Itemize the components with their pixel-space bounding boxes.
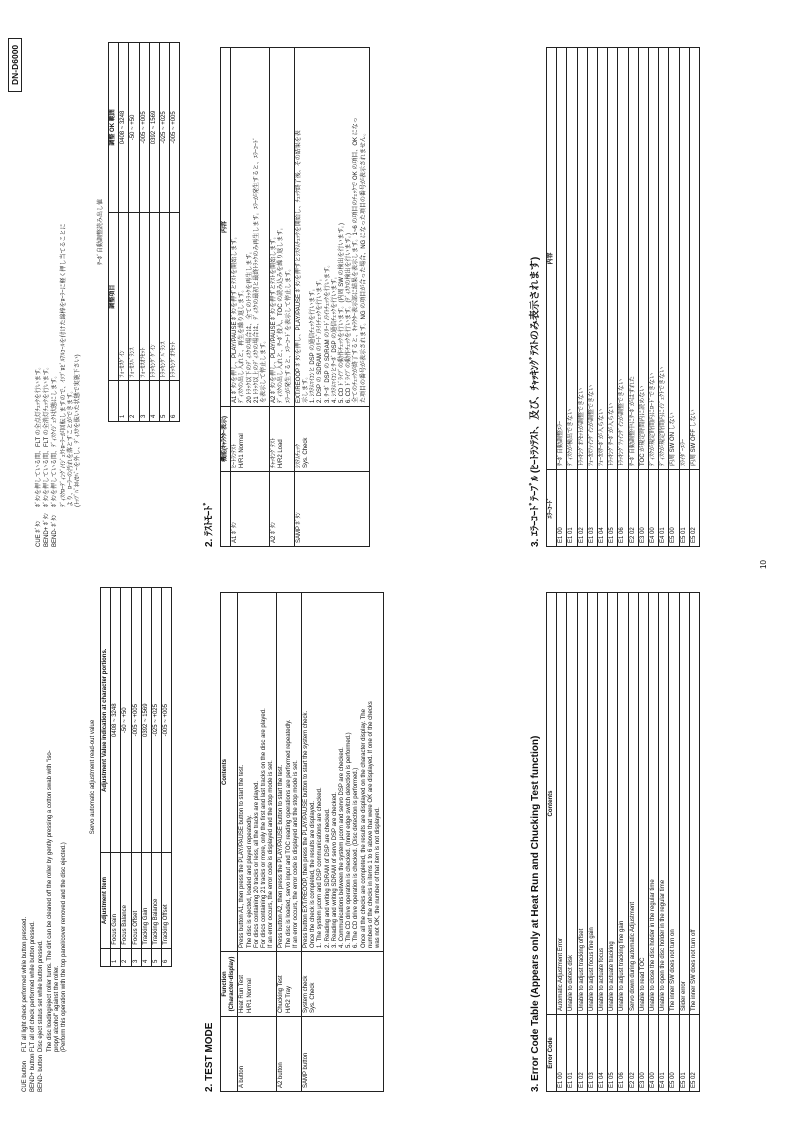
table-row — [659, 593, 669, 1092]
error-desc-cell: 内周 SW OFF しない — [689, 48, 699, 470]
error-code-table — [546, 47, 700, 547]
table-header-cell: Contents — [547, 593, 557, 1015]
table-row — [111, 588, 121, 967]
error-code-heading: 3. ｴﾗｰｺｰﾄﾞﾃｰﾌﾞﾙ (ﾋｰﾄﾗﾝﾃｽﾄ、及び、ﾁｬｯｷﾝｸﾞﾃｽﾄのみ表示されます) — [530, 256, 541, 547]
table-row — [557, 593, 567, 1092]
function-cell: Chucking Test H/R2 Tray — [277, 952, 302, 1017]
error-desc-cell: Automatic Adjustment Error — [557, 593, 567, 1015]
button-name-cell: A2 button — [277, 1017, 302, 1092]
error-desc-cell: Unable to read TOC — [638, 593, 648, 1015]
contents-cell: Press button A1, then press the PLAY/PAUSE button to start the test. The disc is ejected, loaded and played repeatedly. For discs containing 20 tracks or less, all the tracks are played. For discs containing 21 tracks or more, only the first and last tracks on the disc are played. If an error occurs, the error code is displayed and the stop mode is set. — [238, 593, 277, 952]
table-header-row — [101, 588, 111, 967]
table-row — [149, 43, 159, 422]
error-code-cell: E5 01 — [679, 1015, 689, 1092]
error-desc-cell: The inner SW does not turn on — [669, 593, 679, 1015]
error-code-cell: E5 02 — [689, 470, 699, 547]
test-mode-table — [220, 47, 370, 547]
error-desc-cell: ｻｰﾎﾞ自動調整中にｻｰﾎﾞがはずれた — [628, 48, 638, 470]
table-row — [689, 48, 699, 547]
button-name-cell: A button — [238, 1017, 277, 1092]
error-desc-cell: ｽﾗｲﾀﾞｰｴﾗｰ — [679, 48, 689, 470]
table-cell: 2 — [121, 948, 131, 966]
intro-line — [44, 32, 51, 547]
intro-line — [38, 582, 45, 1092]
table-header-cell: ｴﾗｰｺｰﾄﾞ — [547, 470, 557, 547]
function-cell: System check Sys. Check — [302, 952, 384, 1017]
table-header-row — [547, 593, 557, 1092]
table-row — [170, 43, 180, 422]
table-cell: -005 ~ +005 — [162, 588, 172, 853]
intro-line — [30, 582, 37, 1092]
error-code-cell: E4 00 — [649, 1015, 659, 1092]
table-row — [649, 48, 659, 547]
intro-value: ﾎﾞﾀﾝを押している間、ﾃﾞｨｽｸｲｼﾞｪｸﾄ状態にします。 — [52, 372, 59, 507]
model-label: DN-D6000 — [8, 38, 22, 92]
intro-line — [22, 582, 29, 1092]
table-row — [294, 48, 369, 547]
error-desc-cell: Unable to actuate tracking — [608, 593, 618, 1015]
error-code-cell: E1 03 — [587, 1015, 597, 1092]
error-code-cell: E5 00 — [669, 1015, 679, 1092]
error-desc-cell: Servo down during automatic Adjustment — [628, 593, 638, 1015]
table-row — [231, 48, 270, 547]
adjust-table — [100, 587, 172, 967]
error-code-cell: E1 00 — [557, 1015, 567, 1092]
intro-line — [36, 32, 43, 547]
error-code-cell: E3 00 — [638, 1015, 648, 1092]
adjust-table — [108, 42, 180, 422]
table-header-cell: 調整項目 — [109, 212, 119, 381]
intro-note: (Perform this operation with the top panel/cover removed and the disc ejected.) — [61, 842, 68, 1052]
function-cell: ﾁｬｯｷﾝｸﾞﾃｽﾄ H/R2 Load — [270, 407, 295, 472]
table-row — [638, 48, 648, 547]
table-row — [577, 593, 587, 1092]
error-code-cell: E1 06 — [618, 470, 628, 547]
table-header-cell: 調整 OK 範囲 — [109, 43, 119, 213]
table-row — [598, 48, 608, 547]
error-code-cell: E4 01 — [659, 1015, 669, 1092]
table-cell: 3 — [139, 381, 149, 422]
table-row — [141, 588, 151, 967]
error-desc-cell: 内周 SW ON しない — [669, 48, 679, 470]
error-code-cell: E1 02 — [577, 470, 587, 547]
test-mode-heading: 2. TEST MODE — [204, 1022, 215, 1092]
table-cell: Tracking Balance — [152, 853, 162, 948]
table-row — [160, 43, 170, 422]
contents-cell: Press button A2, then press the PLAY/PAUSE button to start the test. The disc is loaded, servo input and TOC reading operations are performed repeatedly. If an error occurs, the error code is displayed and the stop mode is set. — [277, 593, 302, 952]
error-code-cell: E1 04 — [598, 470, 608, 547]
table-row — [139, 43, 149, 422]
table-row — [618, 593, 628, 1092]
error-desc-cell: ﾄﾗｯｷﾝｸﾞﾌｧｲﾝｹﾞｲﾝが調整できない — [618, 48, 628, 470]
english-section — [0, 582, 793, 1092]
error-code-cell: E5 01 — [679, 470, 689, 547]
table-row — [557, 48, 567, 547]
error-desc-cell: Unable to detect disk — [567, 593, 577, 1015]
error-desc-cell: TOC が規定時間内に読めない — [638, 48, 648, 470]
table-header-cell — [221, 472, 231, 547]
table-row — [669, 593, 679, 1092]
table-cell: 6 — [162, 948, 172, 966]
error-desc-cell: Unable to adjust tracking offset — [577, 593, 587, 1015]
intro-note: (ﾄｯﾌﾟﾊﾟﾈﾙ/ｶﾊﾞｰを外し、ﾃﾞｨｽｸを抜いた状態で実施下さい) — [75, 354, 82, 507]
table-cell: -005 ~ +005 — [131, 588, 141, 853]
error-code-cell: E2 02 — [628, 1015, 638, 1092]
table-cell: 0408 ~ 3248 — [119, 43, 129, 213]
table-header-cell: 内容 — [221, 48, 231, 407]
error-code-cell: E2 02 — [628, 470, 638, 547]
error-code-cell: E1 05 — [608, 470, 618, 547]
table-header-cell — [109, 381, 119, 422]
table-header-cell: Function (Character-display) — [221, 952, 238, 1017]
error-code-cell: E1 01 — [567, 470, 577, 547]
error-code-cell: E1 02 — [577, 1015, 587, 1092]
table-row — [238, 593, 277, 1092]
table-row — [608, 48, 618, 547]
table-row — [131, 588, 141, 967]
table-row — [302, 593, 384, 1092]
table-row — [567, 593, 577, 1092]
table-row — [638, 593, 648, 1092]
function-cell: ﾋｰﾄﾗﾝﾃｽﾄ H/R1 Normal — [231, 407, 270, 472]
table-cell: Focus Gain — [111, 853, 121, 948]
table-cell: 4 — [149, 381, 159, 422]
error-code-cell: E5 02 — [689, 1015, 699, 1092]
table-row — [277, 593, 302, 1092]
error-desc-cell: ﾃﾞｨｽｸが規定時間内にｲｼﾞｪｸﾄできない — [659, 48, 669, 470]
function-cell: ｼｽﾃﾑﾁｪｯｸ Sys. Check — [294, 407, 369, 472]
table-row — [608, 593, 618, 1092]
table-cell: -005 ~ +005 — [139, 43, 149, 213]
table-cell: -025 ~ +025 — [152, 588, 162, 853]
error-code-cell: E1 03 — [587, 470, 597, 547]
table-cell: 3 — [131, 948, 141, 966]
table-row — [152, 588, 162, 967]
error-desc-cell: Unable to adjust focus fine gain — [587, 593, 597, 1015]
table-header-row — [547, 48, 557, 547]
table-row — [119, 43, 129, 422]
table-row — [121, 588, 131, 967]
error-code-cell: E5 00 — [669, 470, 679, 547]
table-cell: -005 ~ +005 — [170, 43, 180, 213]
intro-note: ﾃﾞｨｽｸﾛｰﾃﾞｨﾝｸﾞ/ｲｼﾞｪｸﾄﾛｰﾗｰが回転しますので、ｲｿﾌﾟﾛﾋﾟﾙｱﾙｺｰﾙを付けた綿棒をﾛｰﾗｰに軽く押し当てることに — [60, 223, 67, 507]
contents-cell: A1 ﾎﾞﾀﾝを押し、PLAY/PAUSE ﾎﾞﾀﾝを押すとﾃｽﾄを開始します。 ﾃﾞｨｽｸの出し入れと、再生を繰り返します。 20 ﾄﾗｯｸ以下のﾃﾞｨｽｸの場合は、全てのﾄﾗｯｸを再生します。 21 ﾄﾗｯｸ以上のﾃﾞｨｽｸの場合は、ﾃﾞｨｽｸの最初と最終ﾄﾗｯｸのみ再生します。ｴﾗｰが発生すると、ｴﾗｰｺｰﾄﾞ を表示して停止します。 — [231, 48, 270, 407]
error-code-cell: E1 05 — [608, 1015, 618, 1092]
error-code-cell: E4 01 — [659, 470, 669, 547]
table-cell: -50 ~ +50 — [129, 43, 139, 213]
error-desc-cell: ﾃﾞｨｽｸが検出できない — [567, 48, 577, 470]
error-desc-cell: Unable to close the disc holder in the regular time — [649, 593, 659, 1015]
contents-cell: A2 ﾎﾞﾀﾝを押し、PLAY/PAUSE ﾎﾞﾀﾝを押すとﾃｽﾄを開始します。 ﾃﾞｨｽｸの出し入れと、ｻｰﾎﾞ投入、TOC の読み込みを繰り返します。 ｴﾗｰが発生すると、ｴﾗｰｺｰﾄﾞを表示して停止します。 — [270, 48, 295, 407]
table-row — [669, 48, 679, 547]
table-cell: ﾌｫｰｶｽｵﾌｾｯﾄ — [139, 212, 149, 381]
error-desc-cell: ﾃﾞｨｽｸが規定時間内にﾛｰﾄﾞできない — [649, 48, 659, 470]
intro-note: propyl alcohol" against the roller. — [53, 965, 60, 1052]
error-code-cell: E3 00 — [638, 470, 648, 547]
table-row — [659, 48, 669, 547]
error-code-cell: E1 06 — [618, 1015, 628, 1092]
table-cell: ﾌｫｰｶｽｹﾞｲﾝ — [119, 212, 129, 381]
test-mode-table — [220, 592, 384, 1092]
table-row — [567, 48, 577, 547]
table-cell: Tracking Offset — [162, 853, 172, 948]
table-row — [689, 593, 699, 1092]
intro-key: BEND+ button — [30, 1053, 37, 1092]
intro-key: BEND+ ﾎﾞﾀﾝ — [44, 513, 51, 547]
table-row — [628, 593, 638, 1092]
table-cell: 1 — [111, 948, 121, 966]
table-cell: 0392 ~ 1569 — [141, 588, 151, 853]
table-cell: 0392 ~ 1569 — [149, 43, 159, 213]
table-header-cell: Adjustment Item — [101, 853, 111, 948]
contents-cell: Press button EXT/REOOP, then press the PLAY/PAUSE button to start the system check. Once the check is completed, the results are displayed. 1. The system μcom and DSP communications are checked. 2. Reading and writing SDRAM of DSP are checked. 3. Reading and writing SDRAM of servo DSP are checked. 4. Communications between the system μcom and servo DSP are checked. 5. The CD drive operation is checked. (Inner edge switch detection is performed.) 6. The CD drive operation is checked. (Disc detection is performed.) Once all the checks are completed, the results are displayed on the character display. The numbers of the checks in items 1 to 6 above that were OK are displayed. If one of the checks was not OK, the number of that item is not displayed. — [302, 593, 384, 952]
table-header-cell: Error Code — [547, 1015, 557, 1092]
table-header-cell — [101, 948, 111, 966]
table-row — [587, 593, 597, 1092]
table-cell: 5 — [160, 381, 170, 422]
table-row — [577, 48, 587, 547]
error-desc-cell: ｻｰﾎﾞ自動調整ｴﾗｰ — [557, 48, 567, 470]
intro-note: The disc loading/eject roller turns. The dirt can be cleaned off the roller by gently pressing a cotton swab with "iso- — [46, 750, 53, 1052]
table-header-row — [221, 48, 231, 547]
intro-lines — [22, 582, 68, 1092]
intro-value: ﾎﾞﾀﾝを押している間、FLT の全消灯ﾁｪｯｸを行います。 — [44, 363, 51, 507]
table-cell: ﾌｫｰｶｽﾊﾞﾗﾝｽ — [129, 212, 139, 381]
table-cell: Focus Balance — [121, 853, 131, 948]
intro-lines — [36, 32, 82, 547]
table-cell: 5 — [152, 948, 162, 966]
table-header-cell: 機能(ｷｬﾗｸﾀｰ表示) — [221, 407, 231, 472]
error-code-table — [546, 592, 700, 1092]
adjust-caption: ｻｰﾎﾞ自動調整読み出し値 — [98, 199, 104, 266]
table-cell: -025 ~ +025 — [160, 43, 170, 213]
intro-key: BEND- ﾎﾞﾀﾝ — [52, 514, 59, 547]
error-desc-cell: Unable to open the disc holder in the regular time — [659, 593, 669, 1015]
error-desc-cell: Unable to actuate focus — [598, 593, 608, 1015]
error-code-cell: E1 04 — [598, 1015, 608, 1092]
function-cell: Heat Run Test H/R1 Normal — [238, 952, 277, 1017]
error-code-cell: E1 00 — [557, 470, 567, 547]
table-cell: 1 — [119, 381, 129, 422]
table-row — [598, 593, 608, 1092]
table-row — [618, 48, 628, 547]
error-desc-cell: Slider error — [679, 593, 689, 1015]
intro-line — [52, 32, 59, 547]
table-cell: ﾄﾗｯｷﾝｸﾞﾊﾞﾗﾝｽ — [160, 212, 170, 381]
table-header-cell: 内容 — [547, 48, 557, 470]
error-desc-cell: ﾄﾗｯｷﾝｸﾞｵﾌｾｯﾄが調整できない — [577, 48, 587, 470]
table-row — [587, 48, 597, 547]
intro-value: FLT all light check performed while button pressed. — [22, 916, 28, 1052]
table-cell: 4 — [141, 948, 151, 966]
intro-value: Disc eject status set while button pressed. — [38, 940, 45, 1052]
button-name-cell: SAMP button — [302, 1017, 384, 1092]
table-cell: Focus Offset — [131, 853, 141, 948]
intro-key: CUE ﾎﾞﾀﾝ — [36, 520, 42, 547]
intro-note: より、ﾛｰﾗｰの汚れを落とすことができます。 — [67, 387, 74, 507]
table-row — [679, 593, 689, 1092]
error-desc-cell: Unable to adjust tracking fine gain — [618, 593, 628, 1015]
test-mode-heading: 2. ﾃｽﾄﾓｰﾄﾞ — [204, 500, 215, 547]
table-cell: 2 — [129, 381, 139, 422]
table-cell: 6 — [170, 381, 180, 422]
table-row — [649, 593, 659, 1092]
table-row — [270, 48, 295, 547]
japanese-section — [0, 32, 793, 547]
error-code-cell: E4 00 — [649, 470, 659, 547]
table-cell: ﾄﾗｯｷﾝｸﾞｵﾌｾｯﾄ — [170, 212, 180, 381]
error-desc-cell: ﾌｫｰｶｽﾌｧｲﾝｹﾞｲﾝが調整できない — [587, 48, 597, 470]
button-name-cell: A2 ﾎﾞﾀﾝ — [270, 472, 295, 547]
table-cell: Tracking Gain — [141, 853, 151, 948]
page-number: 10 — [759, 560, 768, 569]
table-cell: ﾄﾗｯｷﾝｸﾞｹﾞｲﾝ — [149, 212, 159, 381]
error-code-cell: E1 01 — [567, 1015, 577, 1092]
error-desc-cell: The inner SW does not turn off — [689, 593, 699, 1015]
intro-value: ﾎﾞﾀﾝを押している間、FLT の全点灯ﾁｪｯｸを行います。 — [36, 363, 42, 507]
table-header-cell: Contents — [221, 593, 238, 952]
table-row — [162, 588, 172, 967]
table-header-row — [221, 593, 238, 1092]
table-row — [129, 43, 139, 422]
intro-key: CUE button — [22, 1060, 28, 1092]
adjust-caption: Servo automatic adjustment read-out value — [90, 719, 96, 835]
table-row — [679, 48, 689, 547]
table-header-cell — [221, 1017, 238, 1092]
button-name-cell: SAMP ﾎﾞﾀﾝ — [294, 472, 369, 547]
error-desc-cell: ﾄﾗｯｷﾝｸﾞｻｰﾎﾞが入らない — [608, 48, 618, 470]
table-row — [628, 48, 638, 547]
table-header-row — [109, 43, 119, 422]
error-desc-cell: ﾌｫｰｶｽｻｰﾎﾞが入らない — [598, 48, 608, 470]
contents-cell: EXT/REOOP ﾎﾞﾀﾝを押し、PLAY/PAUSE ﾎﾞﾀﾝを押すとｼｽﾃﾑﾁｪｯｸを開始し、ﾁｪｯｸ終了後、その結果を表 示します。 1. ｼｽﾃﾑﾏｲｺﾝと DSP の通信ﾁｪｯｸを行います。 2. DSP の SDRAM のﾘｰﾄﾞ/ﾗｲﾄﾁｪｯｸを行います。 3. ｻｰﾎﾞ DSP の SDRAM のﾘｰﾄﾞ/ﾗｲﾄﾁｪｯｸを行います。 4. ｼｽﾃﾑﾏｲｺﾝとｻｰﾎﾞ DSP の通信ﾁｪｯｸを行います。 5. CD ﾄﾞﾗｲﾌﾞの動作ﾁｪｯｸを行います。(内周 SW の検出を行います。) 6. CD ﾄﾞﾗｲﾌﾞの動作ﾁｪｯｸを行います。(ﾃﾞｨｽｸの検出を行います。) 全てのﾁｪｯｸが終了すると、ｷｬﾗｸﾀｰ表示部に結果を表示します。1~6 の項目のﾁｪｯｸで OK の項目、OK になっ た項目の番号が表示されます。NG の項目が合った場合、NG になった項目の番号が表示されません。 — [294, 48, 369, 407]
intro-key: BEND- button — [38, 1054, 45, 1092]
table-cell: -50 ~ +50 — [121, 588, 131, 853]
button-name-cell: A1 ﾎﾞﾀﾝ — [231, 472, 270, 547]
table-header-cell: Adjustment Value indication at character portions. — [101, 588, 111, 853]
error-code-heading: 3. Error Code Table (Appears only at Heat Run and Chucking Test function) — [530, 735, 541, 1092]
table-cell: 0408 ~ 3248 — [111, 588, 121, 853]
intro-value: FLT all off check performed while button pressed. — [30, 921, 37, 1052]
